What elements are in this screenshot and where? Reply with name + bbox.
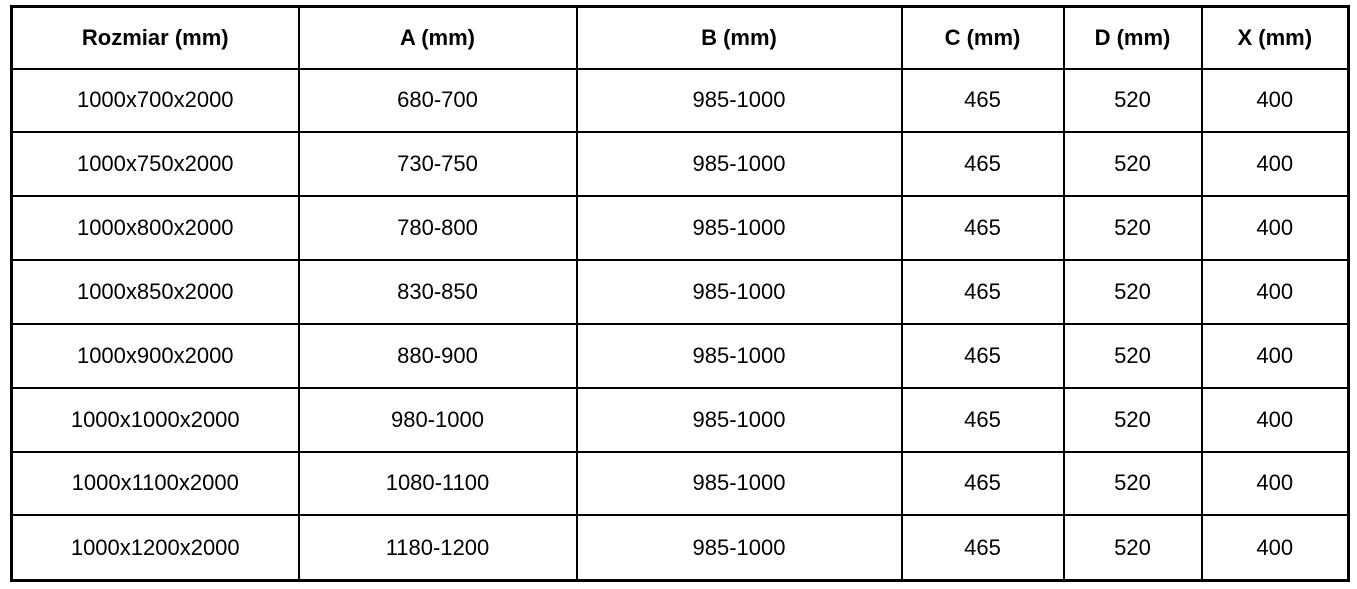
column-header-a: A (mm) — [299, 7, 577, 69]
cell-x: 400 — [1202, 452, 1349, 516]
cell-a: 880-900 — [299, 324, 577, 388]
table-row — [12, 196, 1349, 260]
cell-x: 400 — [1202, 196, 1349, 260]
table-row — [12, 452, 1349, 516]
cell-c: 465 — [902, 69, 1064, 133]
cell-b: 985-1000 — [577, 388, 902, 452]
cell-b: 985-1000 — [577, 452, 902, 516]
cell-x: 400 — [1202, 388, 1349, 452]
cell-b: 985-1000 — [577, 196, 902, 260]
cell-c: 465 — [902, 452, 1064, 516]
cell-c: 465 — [902, 388, 1064, 452]
cell-a: 680-700 — [299, 69, 577, 133]
column-header-rozmiar: Rozmiar (mm) — [12, 7, 299, 69]
cell-d: 520 — [1064, 132, 1202, 196]
cell-rozmiar: 1000x900x2000 — [12, 324, 299, 388]
cell-b: 985-1000 — [577, 260, 902, 324]
table-row — [12, 324, 1349, 388]
cell-d: 520 — [1064, 324, 1202, 388]
cell-b: 985-1000 — [577, 324, 902, 388]
column-header-c: C (mm) — [902, 7, 1064, 69]
cell-rozmiar: 1000x1100x2000 — [12, 452, 299, 516]
cell-d: 520 — [1064, 69, 1202, 133]
cell-d: 520 — [1064, 515, 1202, 580]
cell-rozmiar: 1000x700x2000 — [12, 69, 299, 133]
cell-x: 400 — [1202, 69, 1349, 133]
cell-d: 520 — [1064, 452, 1202, 516]
cell-rozmiar: 1000x1200x2000 — [12, 515, 299, 580]
column-header-x: X (mm) — [1202, 7, 1349, 69]
table-row — [12, 260, 1349, 324]
cell-rozmiar: 1000x1000x2000 — [12, 388, 299, 452]
cell-a: 830-850 — [299, 260, 577, 324]
cell-d: 520 — [1064, 260, 1202, 324]
cell-c: 465 — [902, 196, 1064, 260]
cell-d: 520 — [1064, 196, 1202, 260]
cell-x: 400 — [1202, 515, 1349, 580]
cell-c: 465 — [902, 260, 1064, 324]
header-row — [12, 7, 1349, 69]
cell-d: 520 — [1064, 388, 1202, 452]
size-table-container — [10, 5, 1350, 582]
cell-a: 1080-1100 — [299, 452, 577, 516]
cell-c: 465 — [902, 324, 1064, 388]
column-header-b: B (mm) — [577, 7, 902, 69]
size-table — [10, 5, 1350, 582]
column-header-d: D (mm) — [1064, 7, 1202, 69]
cell-a: 730-750 — [299, 132, 577, 196]
cell-rozmiar: 1000x750x2000 — [12, 132, 299, 196]
cell-b: 985-1000 — [577, 515, 902, 580]
table-row — [12, 388, 1349, 452]
table-row — [12, 69, 1349, 133]
cell-x: 400 — [1202, 132, 1349, 196]
cell-a: 1180-1200 — [299, 515, 577, 580]
cell-x: 400 — [1202, 260, 1349, 324]
cell-rozmiar: 1000x800x2000 — [12, 196, 299, 260]
cell-a: 780-800 — [299, 196, 577, 260]
table-row — [12, 515, 1349, 580]
cell-c: 465 — [902, 515, 1064, 580]
cell-b: 985-1000 — [577, 69, 902, 133]
table-row — [12, 132, 1349, 196]
cell-c: 465 — [902, 132, 1064, 196]
cell-rozmiar: 1000x850x2000 — [12, 260, 299, 324]
cell-a: 980-1000 — [299, 388, 577, 452]
cell-b: 985-1000 — [577, 132, 902, 196]
cell-x: 400 — [1202, 324, 1349, 388]
